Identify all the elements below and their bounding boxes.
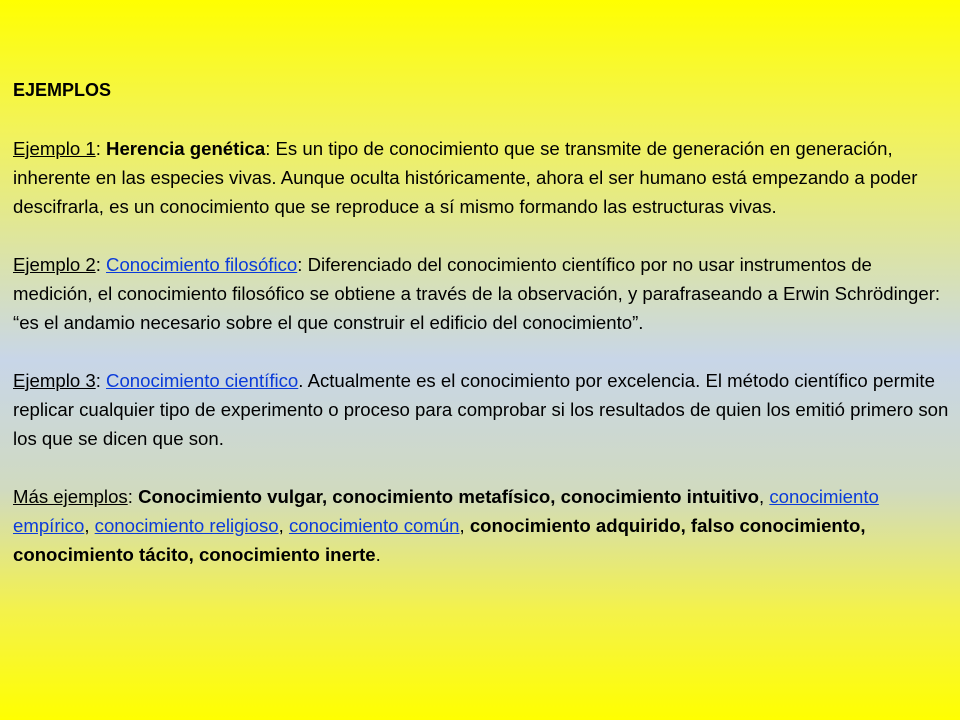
example-2: Ejemplo 2: Conocimiento filosófico: Diferenciado del conocimiento científico por no usar instrumentos de medición, el conocimiento filosófico se obtiene a través de la observación, y parafraseando a Erwin Schrödinger: “es el andamio necesario sobre el que construir el edificio del conocimiento”. bbox=[13, 254, 941, 333]
link-conocimiento-religioso[interactable]: conocimiento religioso bbox=[94, 515, 279, 536]
example-2-label: Ejemplo 2 bbox=[13, 254, 96, 275]
example-2-link[interactable]: Conocimiento filosófico bbox=[106, 254, 298, 275]
example-2-text: : Diferenciado del conocimiento científico por no usar instrumentos de medición, el conocimiento filosófico se obtiene a través de la observación, y parafraseando a Erwin Schrödinger: “es el andamio necesario sobre el que construir el edificio del conocimiento”. bbox=[13, 254, 941, 333]
example-1: Ejemplo 1: Herencia genética: Es un tipo de conocimiento que se transmite de generación en generación, inherente en las especies vivas. Aunque oculta históricamente, ahora el ser humano está empezando a poder descifrarla, es un conocimiento que se reproduce a sí mismo formando las estructuras vivas. bbox=[13, 138, 918, 217]
more-examples-bold-end: conocimiento adquirido, falso conocimiento, conocimiento tácito, conocimiento inerte bbox=[13, 515, 866, 565]
heading: EJEMPLOS bbox=[13, 80, 112, 100]
link-conocimiento-comun[interactable]: conocimiento común bbox=[288, 515, 460, 536]
example-1-text: : Es un tipo de conocimiento que se transmite de generación en generación, inherente en las especies vivas. Aunque oculta históricamente, ahora el ser humano está empezando a poder descifrarla, es un conocimiento que se reproduce a sí mismo formando las estructuras vivas. bbox=[13, 138, 918, 217]
more-examples-label: Más ejemplos bbox=[13, 486, 128, 507]
example-1-label: Ejemplo 1 bbox=[13, 138, 96, 159]
example-1-term: Herencia genética bbox=[106, 138, 266, 159]
more-examples-end: . bbox=[375, 544, 381, 565]
link-conocimiento-empirico[interactable]: conocimiento empírico bbox=[13, 486, 879, 536]
more-examples: Más ejemplos: Conocimiento vulgar, conocimiento metafísico, conocimiento intuitivo, conocimiento empírico, conocimiento religioso, conocimiento común, conocimiento adquirido, falso conocimiento, conocimiento tácito, conocimiento inerte. bbox=[13, 486, 879, 565]
more-examples-bold-start: Conocimiento vulgar, conocimiento metafísico, conocimiento intuitivo bbox=[138, 486, 759, 507]
example-3: Ejemplo 3: Conocimiento científico. Actualmente es el conocimiento por excelencia. El método científico permite replicar cualquier tipo de experimento o proceso para comprobar si los resultados de quien los emitió primero son los que se dicen que son. bbox=[13, 370, 949, 449]
example-3-label: Ejemplo 3 bbox=[13, 370, 96, 391]
example-3-text: . Actualmente es el conocimiento por excelencia. El método científico permite replicar cualquier tipo de experimento o proceso para comprobar si los resultados de quien los emitió primero son los que se dicen que son. bbox=[13, 370, 949, 449]
example-3-link[interactable]: Conocimiento científico bbox=[106, 370, 299, 391]
slide-content bbox=[13, 76, 953, 569]
